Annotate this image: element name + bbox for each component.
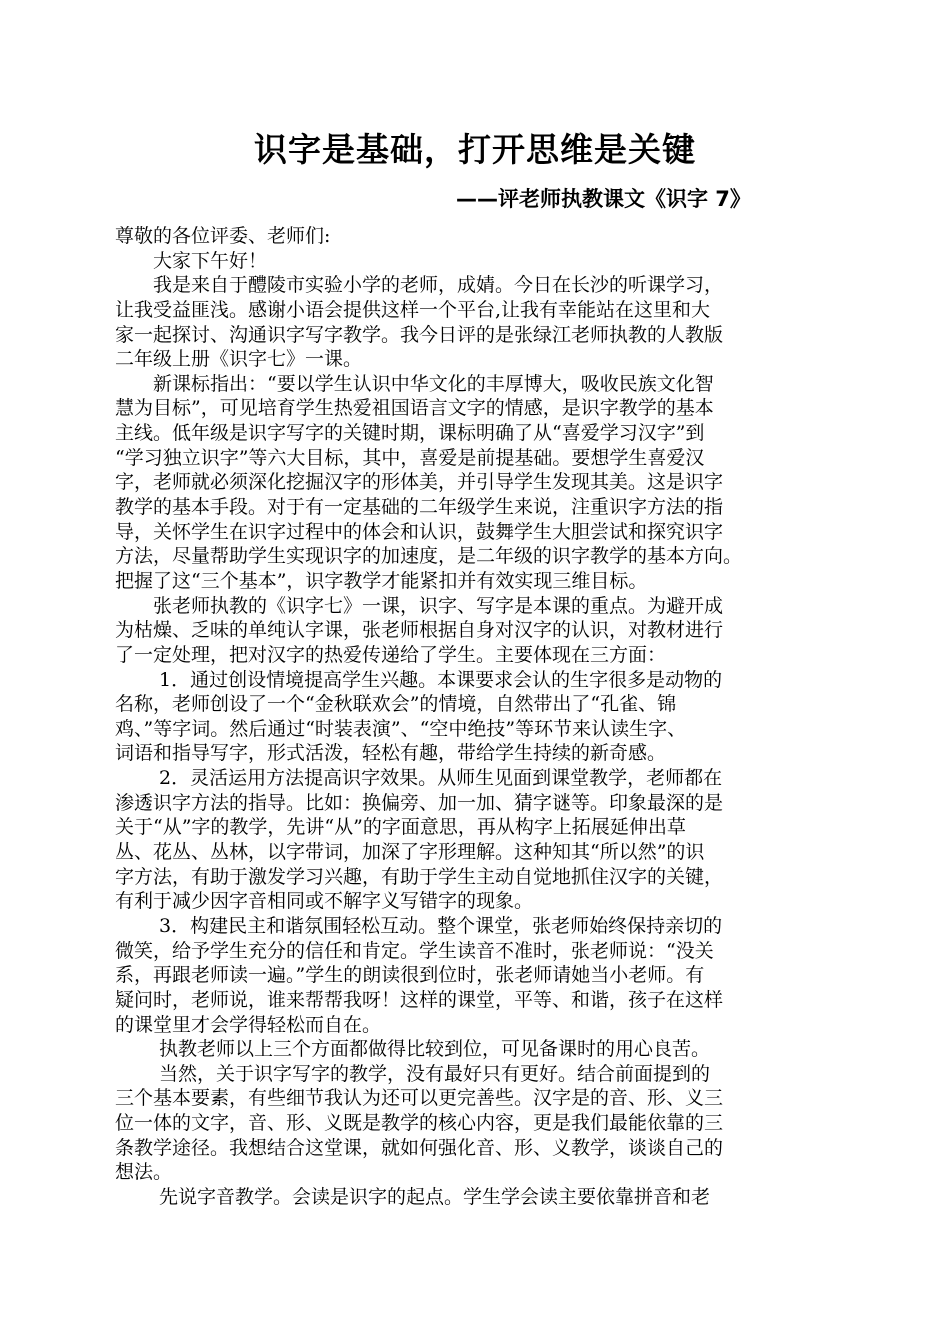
body-line: 有利于减少因字音相同或不解字义写错字的现象。 [115, 890, 534, 913]
body-line: 疑问时，老师说，谁来帮帮我呀！这样的课堂，平等、和谐，孩子在这样 [115, 988, 724, 1011]
document-title: 识字是基础，打开思维是关键 [254, 130, 696, 169]
body-line: 主线。低年级是识字写字的关键时期，课标明确了从“喜爱学习汉字”到 [115, 422, 705, 445]
body-line: 丛、花丛、丛林，以字带词，加深了字形理解。这种知其“所以然”的识 [115, 841, 705, 864]
body-line: 2．灵活运用方法提高识字效果。从师生见面到课堂教学，老师都在 [115, 767, 723, 790]
body-line: 家一起探讨、沟通识字写字教学。我今日评的是张绿江老师执教的人教版 [115, 323, 724, 346]
body-line: 新课标指出：“要以学生认识中华文化的丰厚博大，吸收民族文化智 [115, 372, 714, 395]
document-body [115, 224, 845, 1210]
body-line: 想法。 [115, 1161, 173, 1184]
body-line: 鸡、”等字词。然后通过“时装表演”、“空中绝技”等环节来认读生字、 [115, 717, 687, 740]
body-line: 系，再跟老师读一遍。”学生的朗读很到位时，张老师请她当小老师。有 [115, 964, 705, 987]
body-line: 条教学途径。我想结合这堂课，就如何强化音、形、义教学，谈谈自己的 [115, 1136, 724, 1159]
body-line: 渗透识字方法的指导。比如：换偏旁、加一加、猜字谜等。印象最深的是 [115, 791, 724, 814]
body-line: 1．通过创设情境提高学生兴趣。本课要求会认的生字很多是动物的 [115, 668, 723, 691]
body-line: 字，老师就必须深化挖掘汉字的形体美，并引导学生发现其美。这是识字 [115, 471, 724, 494]
body-line: 位一体的文字，音、形、义既是教学的核心内容，更是我们最能依靠的三 [115, 1112, 724, 1135]
body-line: 字方法，有助于激发学习兴趣，有助于学生主动自觉地抓住汉字的关键， [115, 865, 724, 888]
body-line: 词语和指导写字，形式活泼，轻松有趣，带给学生持续的新奇感。 [115, 742, 667, 765]
body-line: 微笑，给予学生充分的信任和肯定。学生读音不准时，张老师说：“没关 [115, 939, 714, 962]
document-subtitle: ——评老师执教课文《识字 7》 [456, 187, 751, 211]
body-line: 我是来自于醴陵市实验小学的老师，成婧。今日在长沙的听课学习， [115, 274, 724, 297]
body-line: 的课堂里才会学得轻松而自在。 [115, 1013, 382, 1036]
body-line: 先说字音教学。会读是识字的起点。学生学会读主要依靠拼音和老 [115, 1185, 711, 1208]
body-line: 方法，尽量帮助学生实现识字的加速度，是二年级的识字教学的基本方向。 [115, 545, 743, 568]
body-line: 了一定处理，把对汉字的热爱传递给了学生。主要体现在三方面： [115, 643, 667, 666]
body-line: 执教老师以上三个方面都做得比较到位，可见备课时的用心良苦。 [115, 1038, 711, 1061]
body-line: 名称，老师创设了一个“金秋联欢会”的情境，自然带出了“孔雀、锦 [115, 693, 677, 716]
body-line: 为枯燥、乏味的单纯认字课，张老师根据自身对汉字的认识，对教材进行 [115, 619, 724, 642]
body-line: 三个基本要素，有些细节我认为还可以更完善些。汉字是的音、形、义三 [115, 1087, 724, 1110]
body-line: 大家下午好！ [115, 249, 268, 272]
body-line: 教学的基本手段。对于有一定基础的二年级学生来说，注重识字方法的指 [115, 496, 724, 519]
body-line: 3．构建民主和谐氛围轻松互动。整个课堂，张老师始终保持亲切的 [115, 914, 723, 937]
body-line: 张老师执教的《识字七》一课，识字、写字是本课的重点。为避开成 [115, 594, 724, 617]
body-line: 导，关怀学生在识字过程中的体会和认识，鼓舞学生大胆尝试和探究识字 [115, 520, 724, 543]
body-line: 二年级上册《识字七》一课。 [115, 348, 363, 371]
body-line: 尊敬的各位评委、老师们: [115, 225, 331, 247]
body-line: 当然，关于识字写字的教学，没有最好只有更好。结合前面提到的 [115, 1062, 711, 1085]
body-line: 让我受益匪浅。感谢小语会提供这样一个平台,让我有幸能站在这里和大 [115, 298, 711, 321]
body-line: 慧为目标”，可见培育学生热爱祖国语言文字的情感，是识字教学的基本 [115, 397, 714, 420]
body-line: 关于“从”字的教学，先讲“从”的字面意思，再从构字上拓展延伸出草 [115, 816, 686, 839]
body-line: 把握了这“三个基本”，识字教学才能紧扣并有效实现三维目标。 [115, 569, 648, 592]
body-line: “学习独立识字”等六大目标，其中，喜爱是前提基础。要想学生喜爱汉 [115, 446, 705, 469]
